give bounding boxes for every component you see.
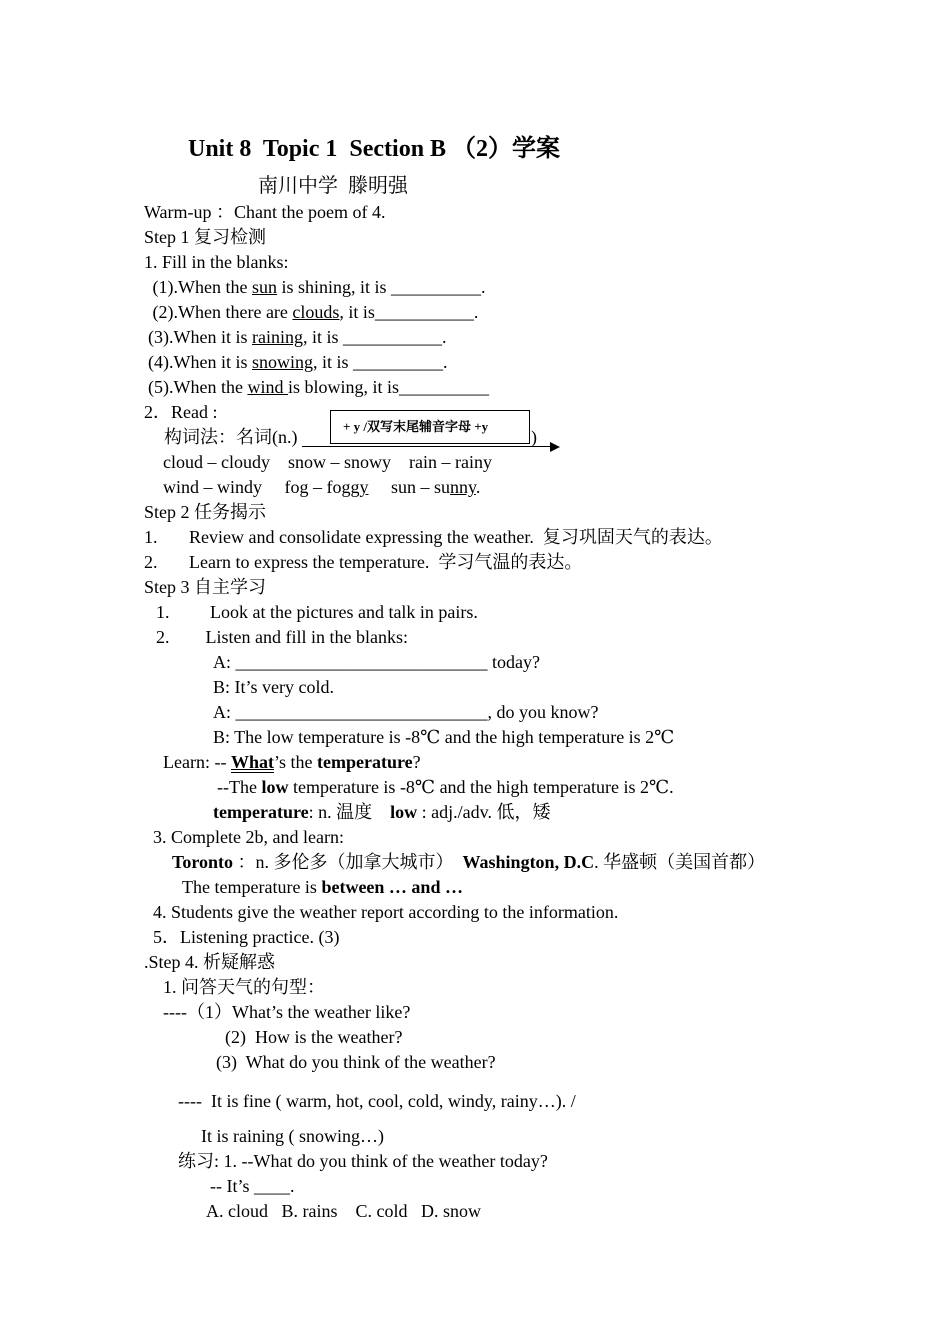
paren-close: ) [531,427,537,447]
suffix-rule-text: + y /双写末尾辅音字母 +y [343,419,489,434]
step3-item: 1. Look at the pictures and talk in pairs. [156,602,478,622]
step3-item: 5．Listening practice. (3) [153,927,340,947]
answer-line: It is raining ( snowing…) [201,1126,384,1146]
read-heading: 2．Read : [144,402,218,422]
arrow-head-icon [550,442,560,452]
suffix-rule-box [330,410,530,444]
word-formation-label: 构词法：名词(n.) [164,427,298,447]
fill-title: 1. Fill in the blanks: [144,252,289,272]
practice-answer: -- It’s ____. [210,1176,295,1196]
word-pairs-row: cloud – cloudy snow – snowy rain – rainy [163,452,492,472]
practice-question: 练习: 1. --What do you think of the weather today? [178,1151,548,1171]
page-title: Unit 8 Topic 1 Section B （2）学案 [188,136,561,162]
between-line: The temperature is between … and … [182,877,463,897]
author-line: 南川中学 滕明强 [258,175,408,197]
dialog-line: A: ____________________________ today? [213,652,540,672]
question-line: (2) How is the weather? [225,1027,403,1047]
step3-item: 2. Listen and fill in the blanks: [156,627,408,647]
step4-heading: .Step 4. 析疑解惑 [144,952,276,972]
learn-line: Learn: -- What’s the temperature? [163,752,421,772]
fill-item: (2).When there are clouds, it is___________. [148,302,479,322]
dialog-line: B: The low temperature is -8℃ and the high temperature is 2℃ [213,727,675,747]
fill-item: (3).When it is raining, it is ___________. [148,327,447,347]
dialog-line: A: ____________________________, do you know? [213,702,599,722]
warmup-line: Warm-up ：Chant the poem of 4. [144,202,386,222]
practice-options: A. cloud B. rains C. cold D. snow [206,1201,481,1221]
task-item: 2. Learn to express the temperature. 学习气温的表达。 [144,552,583,572]
vocab-line: temperature: n. 温度 low : adj./adv. 低，矮 [213,802,551,822]
fill-item: (4).When it is snowing, it is __________. [148,352,448,372]
step3-item: 3. Complete 2b, and learn: [153,827,344,847]
question-line: ----（1）What’s the weather like? [163,1002,411,1022]
step4-item: 1. 问答天气的句型： [163,977,325,997]
vocab-line: Toronto ：n. 多伦多（加拿大城市） Washington, D.C. 华盛顿（美国首都） [172,852,766,872]
fill-item: (5).When the wind is blowing, it is__________ [148,377,489,397]
task-item: 1. Review and consolidate expressing the weather. 复习巩固天气的表达。 [144,527,723,547]
dialog-line: B: It’s very cold. [213,677,334,697]
arrow-line [302,446,552,447]
step3-item: 4. Students give the weather report according to the information. [153,902,619,922]
step1-heading: Step 1 复习检测 [144,227,267,247]
question-line: (3) What do you think of the weather? [216,1052,496,1072]
answer-line: ---- It is fine ( warm, hot, cool, cold, windy, rainy…). / [178,1091,576,1111]
word-pairs-row: wind – windy fog – foggy sun – sunny. [163,477,481,497]
learn-line: --The low temperature is -8℃ and the high temperature is 2℃. [217,777,674,797]
step2-heading: Step 2 任务揭示 [144,502,267,522]
fill-item: (1).When the sun is shining, it is __________. [148,277,486,297]
step3-heading: Step 3 自主学习 [144,577,267,597]
